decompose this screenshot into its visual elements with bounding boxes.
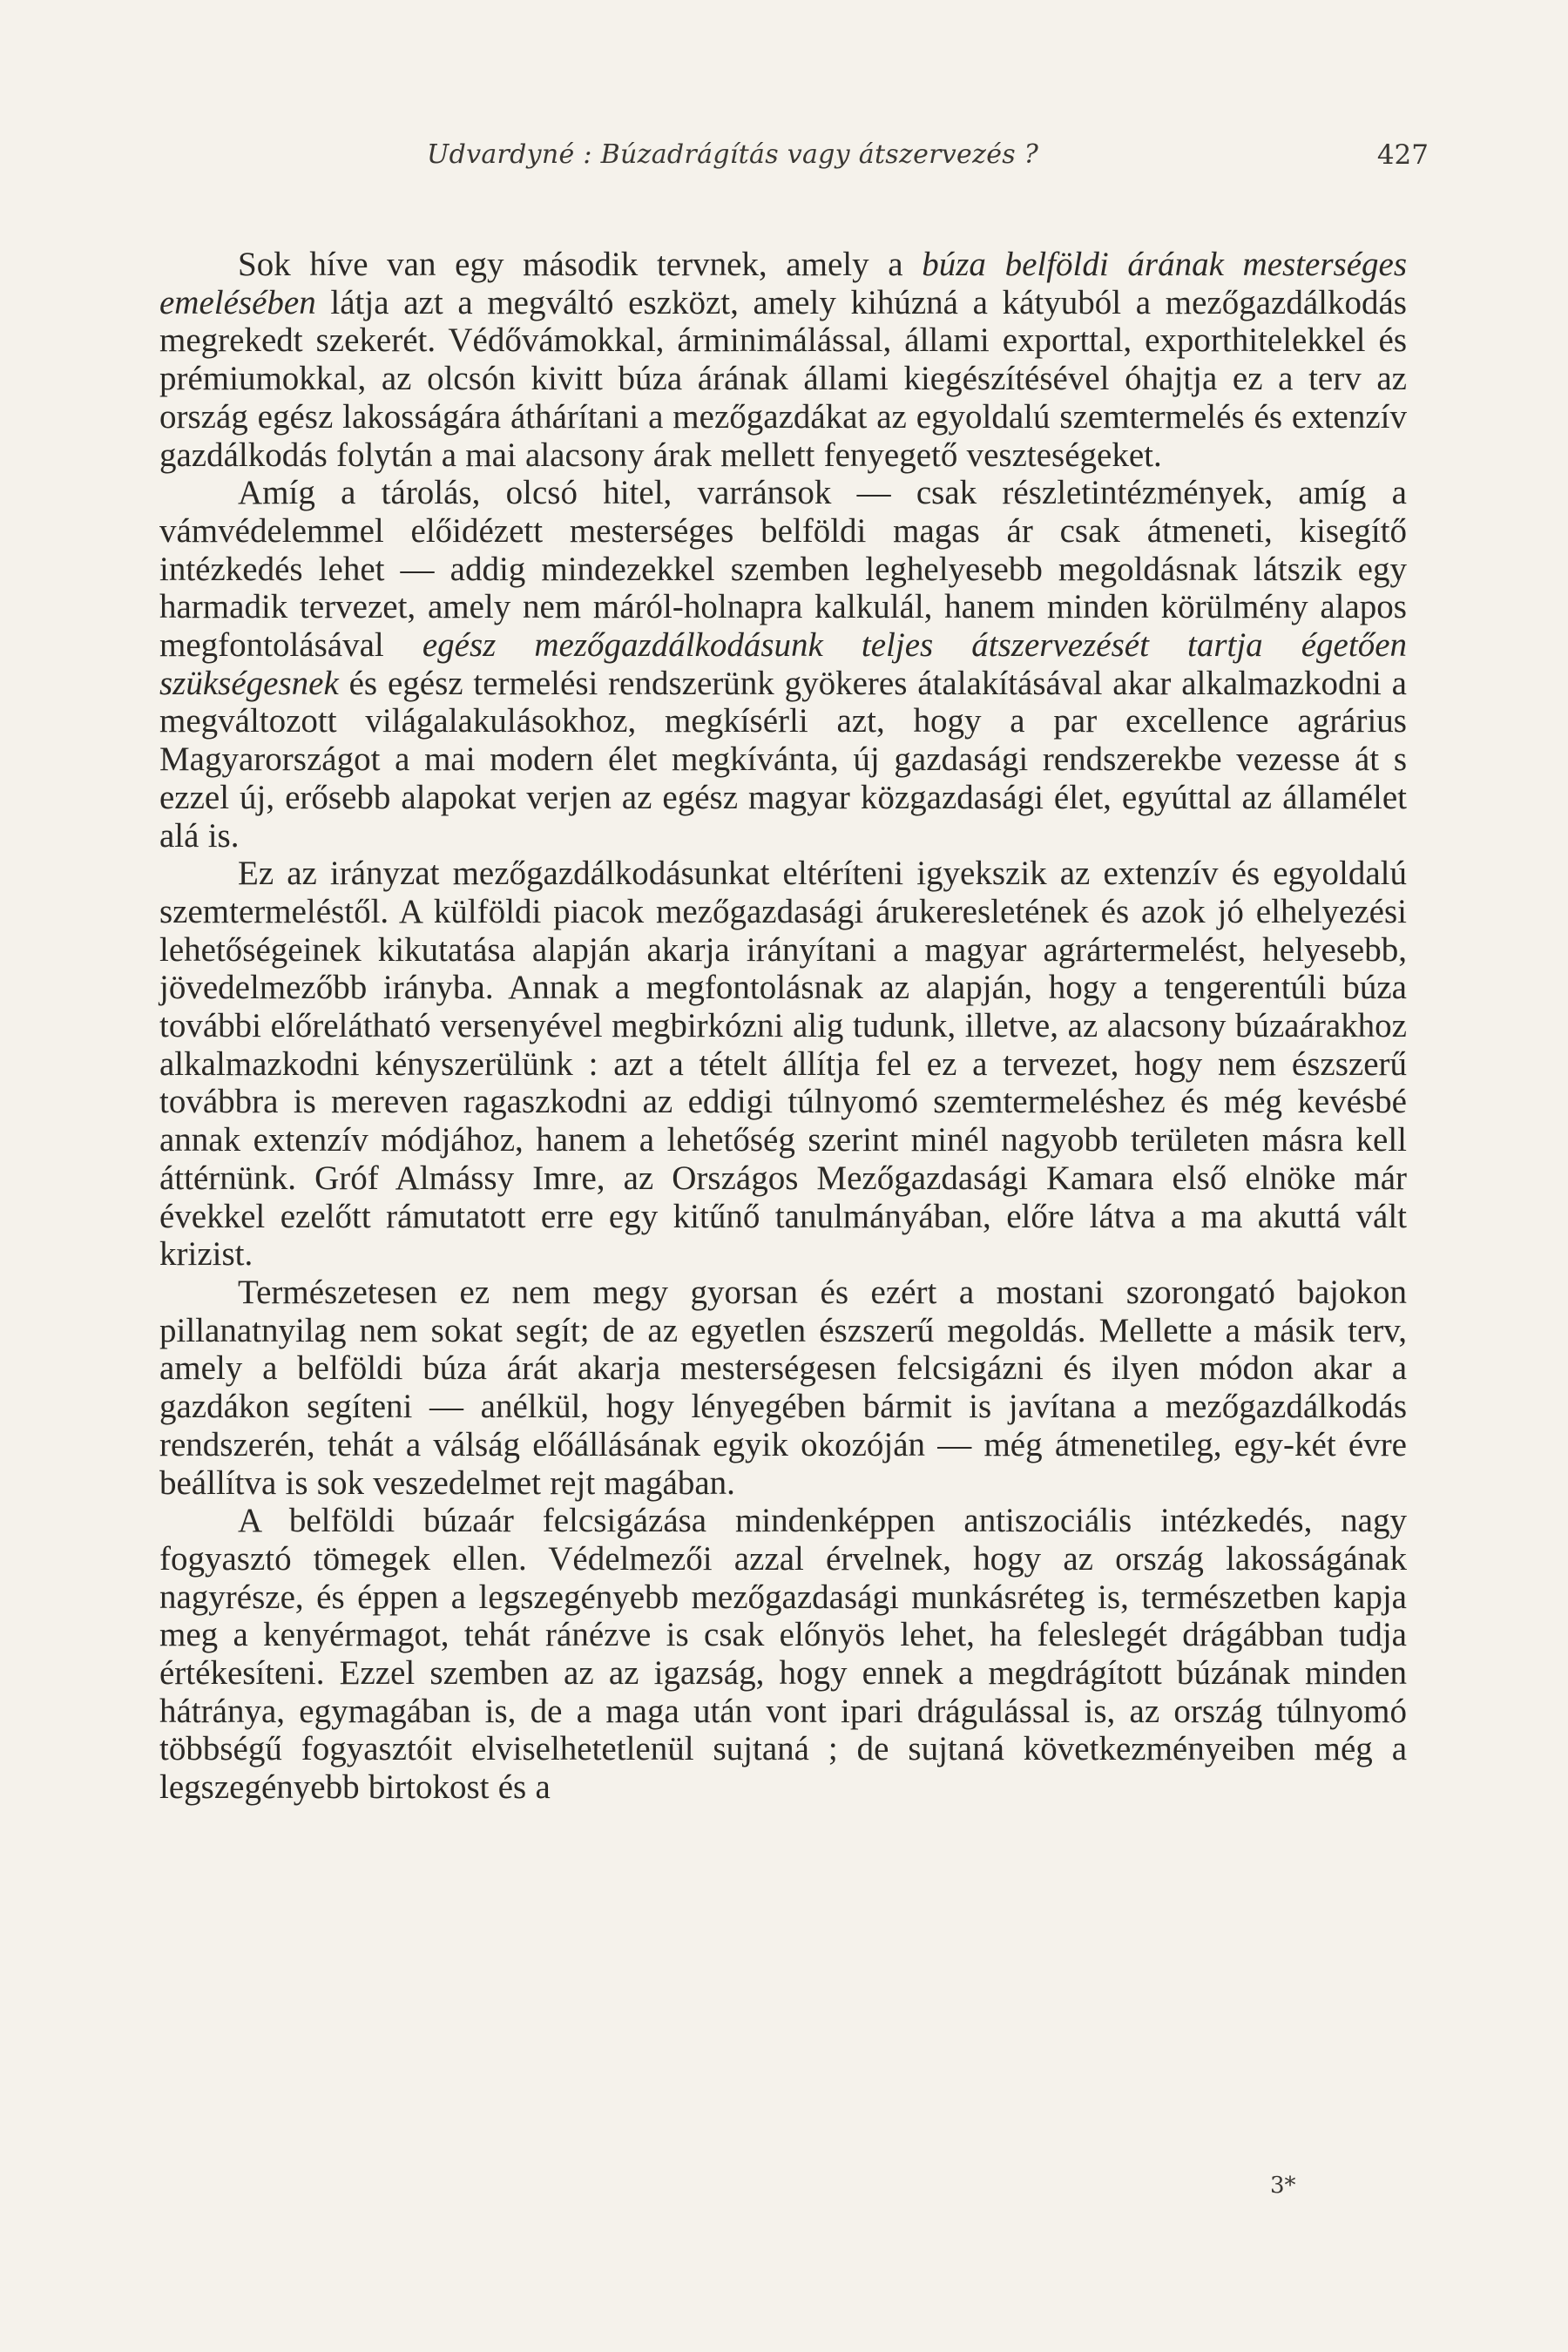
paragraph-text: Ez az irányzat mezőgazdálkodásunkat eltéríteni igyekszik az extenzív és egyoldalú szemtermeléstől. A külföldi piacok mezőgazdasági árukeresletének és azok jó elhelyezési lehetőségeinek kikutatása alapján akarja irányítani a magyar agrártermelést, helyesebb, jövedelmezőbb irányba. Annak a megfontolásnak az alapján, hogy a tengerentúli búza további előrelátható versenyével megbirkózni alig tudunk, illetve, az alacsony búzaárakhoz alkalmazkodni kényszerülünk : azt a tételt állítja fel ez a tervezet, hogy nem észszerű továbbra is mereven ragaszkodni az eddigi túlnyomó szemtermeléshez és még kevésbé annak extenzív módjához, hanem a lehetőség szerint minél nagyobb területen másra kell áttérnünk. Gróf Almássy Imre, az Országos Mezőgazdasági Kamara első elnöke már évekkel ezelőtt rámutatott erre egy kitűnő tanulmányában, előre látva a ma akuttá vált krizist.	[159, 855, 1407, 1274]
paragraph	[159, 474, 1407, 855]
page-header	[401, 139, 1429, 174]
paragraph	[159, 1502, 1407, 1807]
paragraph-text: és egész termelési rendszerünk gyökeres átalakításával akar alkalmazkodni a megváltozott világalakulásokhoz, megkísérli azt, hogy a par excellence agrárius Magyarországot a mai modern élet megkívánta, új gazdasági rendszerekbe vezesse át s ezzel új, erősebb alapokat verjen az egész magyar közgazdasági élet, egyúttal az államélet alá is.	[159, 664, 1407, 855]
paragraph	[159, 1274, 1407, 1502]
emphasized-text: búza belföldi árának mesterséges emelésében	[159, 246, 1407, 321]
paragraph-text: A belföldi búzaár felcsigázása mindenképpen antiszociális intézkedés, nagy fogyasztó tömegek ellen. Védelmezői azzal érvelnek, hogy az ország lakosságának nagyrésze, és éppen a legszegényebb mezőgazdasági munkásréteg is, természetben kapja meg a kenyérmagot, tehát ránézve is csak előnyös lehet, ha feleslegét drágábban tudja értékesíteni. Ezzel szemben az az igazság, hogy ennek a megdrágított búzának minden hátránya, egymagában is, de a maga után vont ipari drágulással is, az ország túlnyomó többségű fogyasztóit elviselhetetlenül sujtaná ; de sujtaná következményeiben még a legszegényebb birtokost és a	[159, 1502, 1407, 1807]
paragraph	[159, 855, 1407, 1274]
page-number: 427	[1376, 139, 1429, 171]
paragraph-text: látja azt a megváltó eszközt, amely kihúzná a kátyuból a mezőgazdálkodás megrekedt szekerét. Védővámokkal, árminimálással, állami exporttal, exporthitelekkel és prémiumokkal, az olcsón kivitt búza árának állami kiegészítésével óhajtja ez a terv az ország egész lakosságára áthárítani a mezőgazdákat az egyoldalú szemtermelés és extenzív gazdálkodás folytán a mai alacsony árak mellett fenyegető veszteségeket.	[159, 283, 1407, 474]
paragraph-text: Amíg a tárolás, olcsó hitel, varránsok — csak részletintézmények, amíg a vámvédelemmel előidézett mesterséges belföldi magas ár csak átmeneti, kisegítő intézkedés lehet — addig mindezekkel szemben leghelyesebb megoldásnak látszik egy harmadik tervezet, amely nem máról-holnapra kalkulál, hanem minden körülmény alapos megfontolásával	[159, 474, 1407, 665]
paragraph	[159, 246, 1407, 474]
paragraph-text: Természetesen ez nem megy gyorsan és ezért a mostani szorongató bajokon pillanatnyilag nem sokat segít; de az egyetlen észszerű megoldás. Mellette a másik terv, amely a belföldi búza árát akarja mesterségesen felcsigázni és ilyen módon akar a gazdákon segíteni — anélkül, hogy lényegében bármit is javítana a mezőgazdálkodás rendszerén, tehát a válság előállásának egyik okozóján — még átmenetileg, egy-két évre beállítva is sok veszedelmet rejt magában.	[159, 1273, 1407, 1502]
body-text	[159, 246, 1407, 1807]
paragraph-text: Sok híve van egy második tervnek, amely a	[238, 246, 923, 283]
signature-mark: 3*	[1270, 2173, 1296, 2199]
running-head: Udvardyné : Búzadrágítás vagy átszervezés ?	[427, 139, 1039, 170]
emphasized-text: egész mezőgazdálkodásunk teljes átszervezését tartja égetően szükségesnek	[159, 626, 1408, 702]
